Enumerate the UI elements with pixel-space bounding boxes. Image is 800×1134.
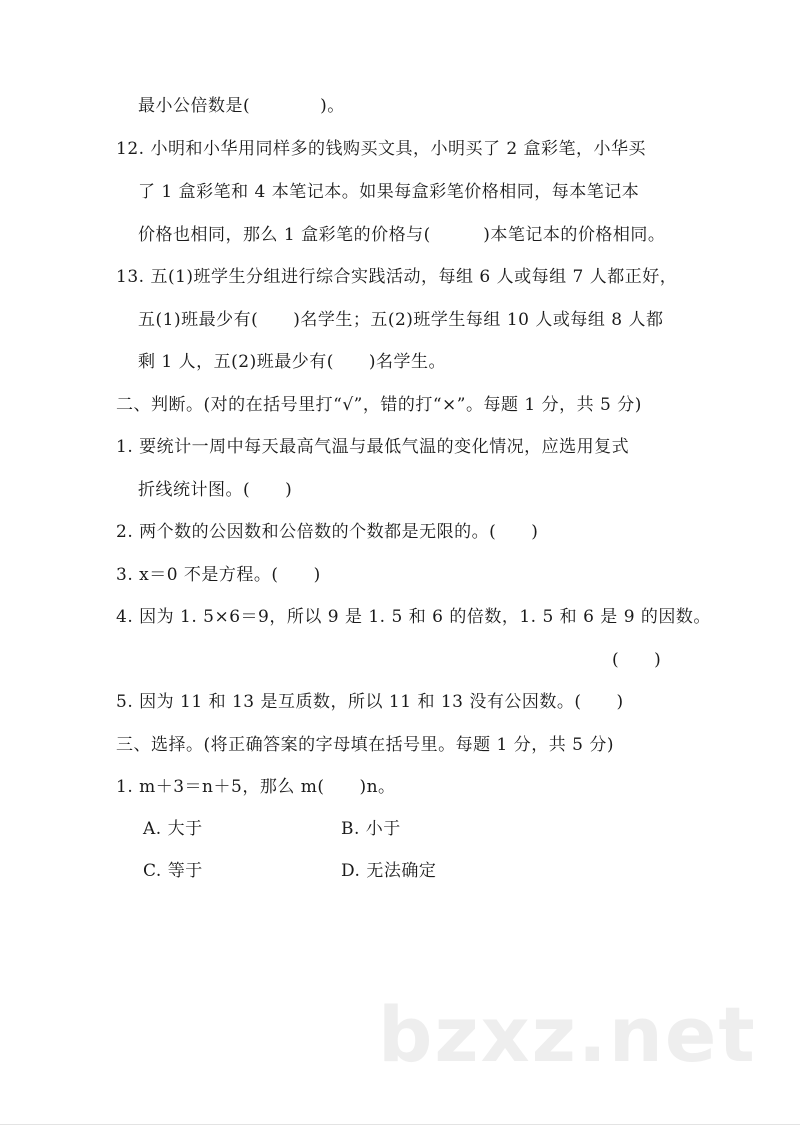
- judge-q5: 5. 因为 11 和 13 是互质数，所以 11 和 13 没有公因数。( ): [116, 692, 624, 712]
- choice-q1: 1. m＋3＝n＋5，那么 m( )n。: [116, 777, 396, 797]
- judge-q1-line-2: 折线统计图。( ): [138, 480, 293, 500]
- judge-q4-bracket: ( ): [612, 650, 662, 670]
- section-3-heading: 三、选择。(将正确答案的字母填在括号里。每题 1 分，共 5 分): [116, 735, 615, 755]
- q12-line-2: 了 1 盒彩笔和 4 本笔记本。如果每盒彩笔价格相同，每本笔记本: [138, 182, 640, 202]
- judge-q4: 4. 因为 1. 5×6＝9，所以 9 是 1. 5 和 6 的倍数，1. 5 和 6 是 9 的因数。: [116, 607, 711, 627]
- choice-option-c: C. 等于: [143, 861, 203, 881]
- section-2-heading: 二、判断。(对的在括号里打“√”，错的打“×”。每题 1 分，共 5 分): [116, 395, 642, 415]
- watermark: bzxz.net: [378, 990, 757, 1079]
- judge-q1-line-1: 1. 要统计一周中每天最高气温与最低气温的变化情况，应选用复式: [116, 437, 630, 457]
- q12-line-3: 价格也相同，那么 1 盒彩笔的价格与( )本笔记本的价格相同。: [138, 225, 666, 245]
- page-bottom-edge: [0, 1124, 800, 1125]
- q12-line-1: 12. 小明和小华用同样多的钱购买文具，小明买了 2 盒彩笔，小华买: [116, 139, 647, 159]
- judge-q2: 2. 两个数的公因数和公倍数的个数都是无限的。( ): [116, 522, 539, 542]
- choice-option-b: B. 小于: [341, 819, 401, 839]
- q11-continuation: 最小公倍数是( )。: [138, 96, 345, 116]
- judge-q3: 3. x＝0 不是方程。( ): [116, 565, 321, 585]
- q13-line-3: 剩 1 人，五(2)班最少有( )名学生。: [138, 352, 446, 372]
- q13-line-2: 五(1)班最少有( )名学生；五(2)班学生每组 10 人或每组 8 人都: [138, 310, 664, 330]
- q13-line-1: 13. 五(1)班学生分组进行综合实践活动，每组 6 人或每组 7 人都正好，: [116, 267, 678, 287]
- choice-option-d: D. 无法确定: [341, 861, 437, 881]
- choice-option-a: A. 大于: [143, 819, 203, 839]
